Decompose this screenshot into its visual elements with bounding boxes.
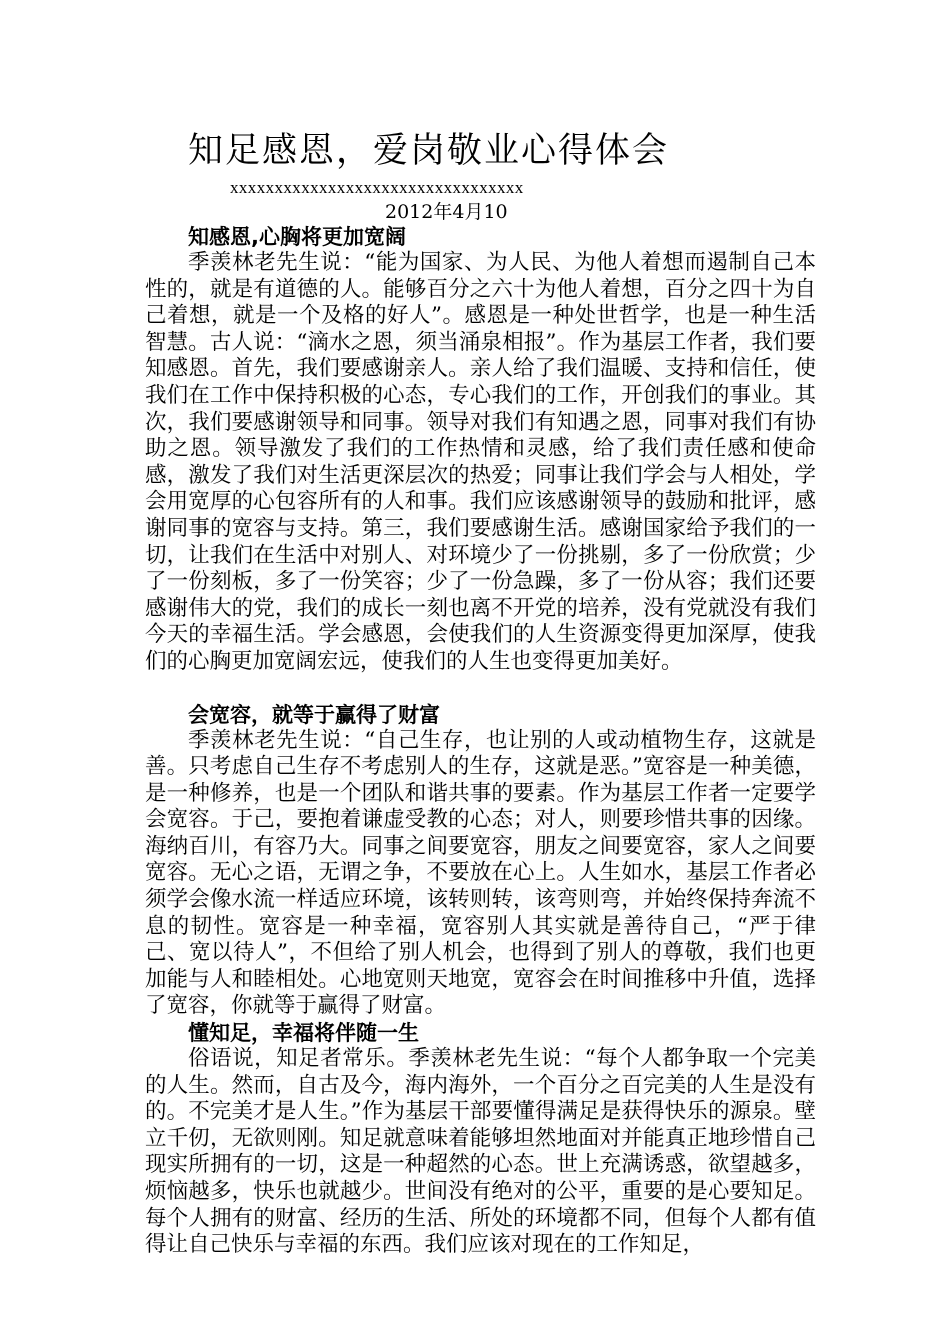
document-date: 2012年4月10 xyxy=(385,201,508,223)
section-paragraph-contentment: 俗语说，知足者常乐。季羡林老先生说：“每个人都争取一个完美的人生。然而，自古及今，海内海外，一个百分之百完美的人生是没有的。不完美才是人生。”作为基层干部要懂得满足是获得快乐的源泉。壁立千仞，无欲则刚。知足就意味着能够坦然地面对并能真正地珍惜自己现实所拥有的一切，这是一种超然的心态。世上充满诱惑，欲望越多，烦恼越多，快乐也就越少。世间没有绝对的公平，重要的是心要知足。每个人拥有的财富、经历的生活、所处的环境都不同，但每个人都有值得让自己快乐与幸福的东西。我们应该对现在的工作知足， xyxy=(145,1046,816,1258)
document-body xyxy=(0,224,950,1259)
section-heading-gratitude: 知感恩,心胸将更加宽阔 xyxy=(188,225,406,249)
author-line: xxxxxxxxxxxxxxxxxxxxxxxxxxxxxxxxx xyxy=(230,178,524,197)
paragraph-spacer xyxy=(0,676,950,702)
section-heading-tolerance: 会宽容，就等于赢得了财富 xyxy=(188,702,440,727)
document-title: 知足感恩，爱岗敬业心得体会 xyxy=(188,131,670,171)
section-paragraph-gratitude: 季羡林老先生说：“能为国家、为人民、为他人着想而遏制自己本性的，就是有道德的人。能够百分之六十为他人着想，百分之四十为自己着想，就是一个及格的好人”。感恩是一种处世哲学，也是一种生活智慧。古人说：“滴水之恩，须当涌泉相报”。作为基层工作者，我们要知感恩。首先，我们要感谢亲人。亲人给了我们温暖、支持和信任，使我们在工作中保持积极的心态，专心我们的工作，开创我们的事业。其次，我们要感谢领导和同事。领导对我们有知遇之恩，同事对我们有协助之恩。领导激发了我们的工作热情和灵感，给了我们责任感和使命感，激发了我们对生活更深层次的热爱；同事让我们学会与人相处，学会用宽厚的心包容所有的人和事。我们应该感谢领导的鼓励和批评，感谢同事的宽容与支持。第三，我们要感谢生活。感谢国家给予我们的一切，让我们在生活中对别人、对环境少了一份挑剔，多了一份欣赏；少了一份刻板，多了一份笑容；少了一份急躁，多了一份从容；我们还要感谢伟大的党，我们的成长一刻也离不开党的培养，没有党就没有我们今天的幸福生活。学会感恩，会使我们的人生资源变得更加深厚，使我们的心胸更加宽阔宏远，使我们的人生也变得更加美好。 xyxy=(145,250,816,674)
section-heading-contentment: 懂知足，幸福将伴随一生 xyxy=(188,1021,419,1046)
section-paragraph-tolerance: 季羡林老先生说：“自己生存，也让别的人或动植物生存，这就是善。只考虑自己生存不考虑别人的生存，这就是恶。”宽容是一种美德，是一种修养，也是一个团队和谐共事的要素。作为基层工作者一定要学会宽容。于己，要抱着谦虚受教的心态；对人，则要珍惜共事的因缘。海纳百川，有容乃大。同事之间要宽容，朋友之间要宽容，家人之间要宽容。无心之语，无谓之争，不要放在心上。人生如水，基层工作者必须学会像水流一样适应环境，该转则转，该弯则弯，并始终保持奔流不息的韧性。宽容是一种幸福，宽容别人其实就是善待自己，“严于律己、宽以待人”，不但给了别人机会，也得到了别人的尊敬，我们也更加能与人和睦相处。心地宽则天地宽，宽容会在时间推移中升值，选择了宽容，你就等于赢得了财富。 xyxy=(145,727,816,1019)
